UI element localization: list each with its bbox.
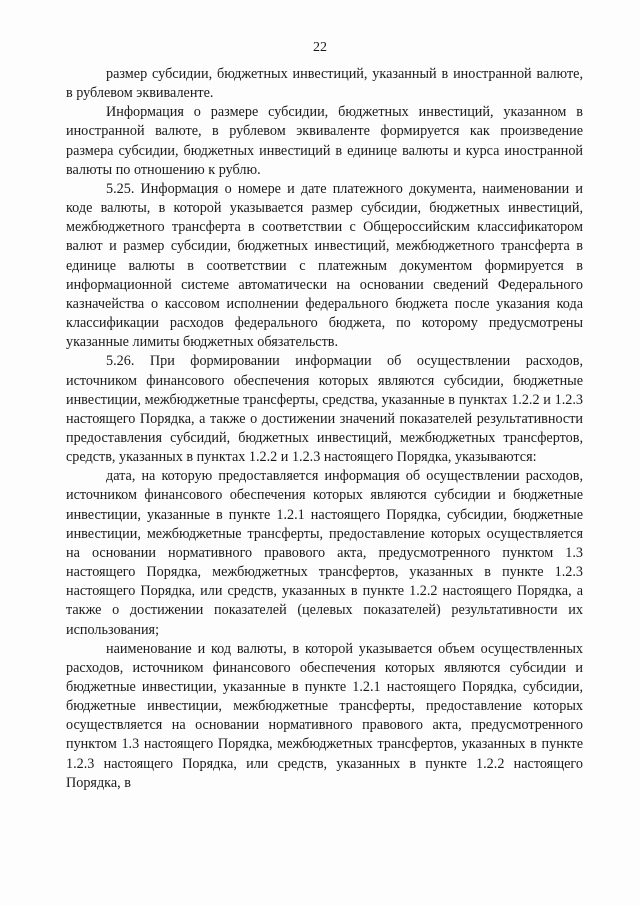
paragraph-currency-equivalent: размер субсидии, бюджетных инвестиций, указанный в иностранной валюте, в рублевом эквиваленте. bbox=[66, 66, 583, 102]
paragraph-ruble-equivalent-info: Информация о размере субсидии, бюджетных инвестиций, указанном в иностранной валюте, в рублевом эквиваленте формируется как произведение размера субсидии, бюджетных инвестиций в единице валюты и курса иностранной валюты по отношению к рублю. bbox=[66, 104, 583, 178]
paragraph-clause-5-25: 5.25. Информация о номере и дате платежного документа, наименовании и коде валюты, в которой указывается размер субсидии, бюджетных инвестиций, межбюджетного трансферта в соответствии с Общероссийским классификатором валют и размер субсидии, бюджетных инвестиций, межбюджетного трансферта в единице валюты в соответствии с платежным документом формируется в информационной системе автоматически на основании сведений Федерального казначейства о кассовом исполнении федерального бюджета после указания кода классификации расходов федерального бюджета, по которому предусмотрены указанные лимиты бюджетных обязательств. bbox=[66, 180, 583, 351]
page-number: 22 bbox=[313, 40, 327, 55]
paragraph-currency-item: наименование и код валюты, в которой указывается объем осуществленных расходов, источником финансового обеспечения которых являются субсидии и бюджетные инвестиции, указанные в пункте 1.2.1 настоящего Порядка, субсидии, бюджетные инвестиции, межбюджетные трансферты, предоставление которых осуществляется на основании нормативного правового акта, предусмотренного пунктом 1.3 настоящего Порядка, межбюджетных трансфертов, указанных в пункте 1.2.3 настоящего Порядка, или средств, указанных в пункте 1.2.2 настоящего Порядка, в bbox=[66, 640, 583, 791]
paragraph-clause-5-26: 5.26. При формировании информации об осуществлении расходов, источником финансового обеспечения которых являются субсидии, бюджетные инвестиции, межбюджетные трансферты, средства, указанные в пунктах 1.2.2 и 1.2.3 настоящего Порядка, а также о достижении значений показателей результативности предоставления субсидий, бюджетных инвестиций, межбюджетных трансфертов, средств, указанных в пунктах 1.2.2 и 1.2.3 настоящего Порядка, указываются: bbox=[66, 353, 583, 466]
paragraph-date-item: дата, на которую предоставляется информация об осуществлении расходов, источником финансового обеспечения которых являются субсидии и бюджетные инвестиции, указанные в пункте 1.2.1 настоящего Порядка, субсидии, бюджетные инвестиции, межбюджетные трансферты, предоставление которых осуществляется на основании нормативного правового акта, предусмотренного пунктом 1.3 настоящего Порядка, межбюджетных трансфертов, указанных в пункте 1.2.3 настоящего Порядка, или средств, указанных в пункте 1.2.2 настоящего Порядка, а также о достижении показателей (целевых показателей) результативности их использования; bbox=[66, 468, 583, 638]
document-body bbox=[66, 65, 583, 793]
